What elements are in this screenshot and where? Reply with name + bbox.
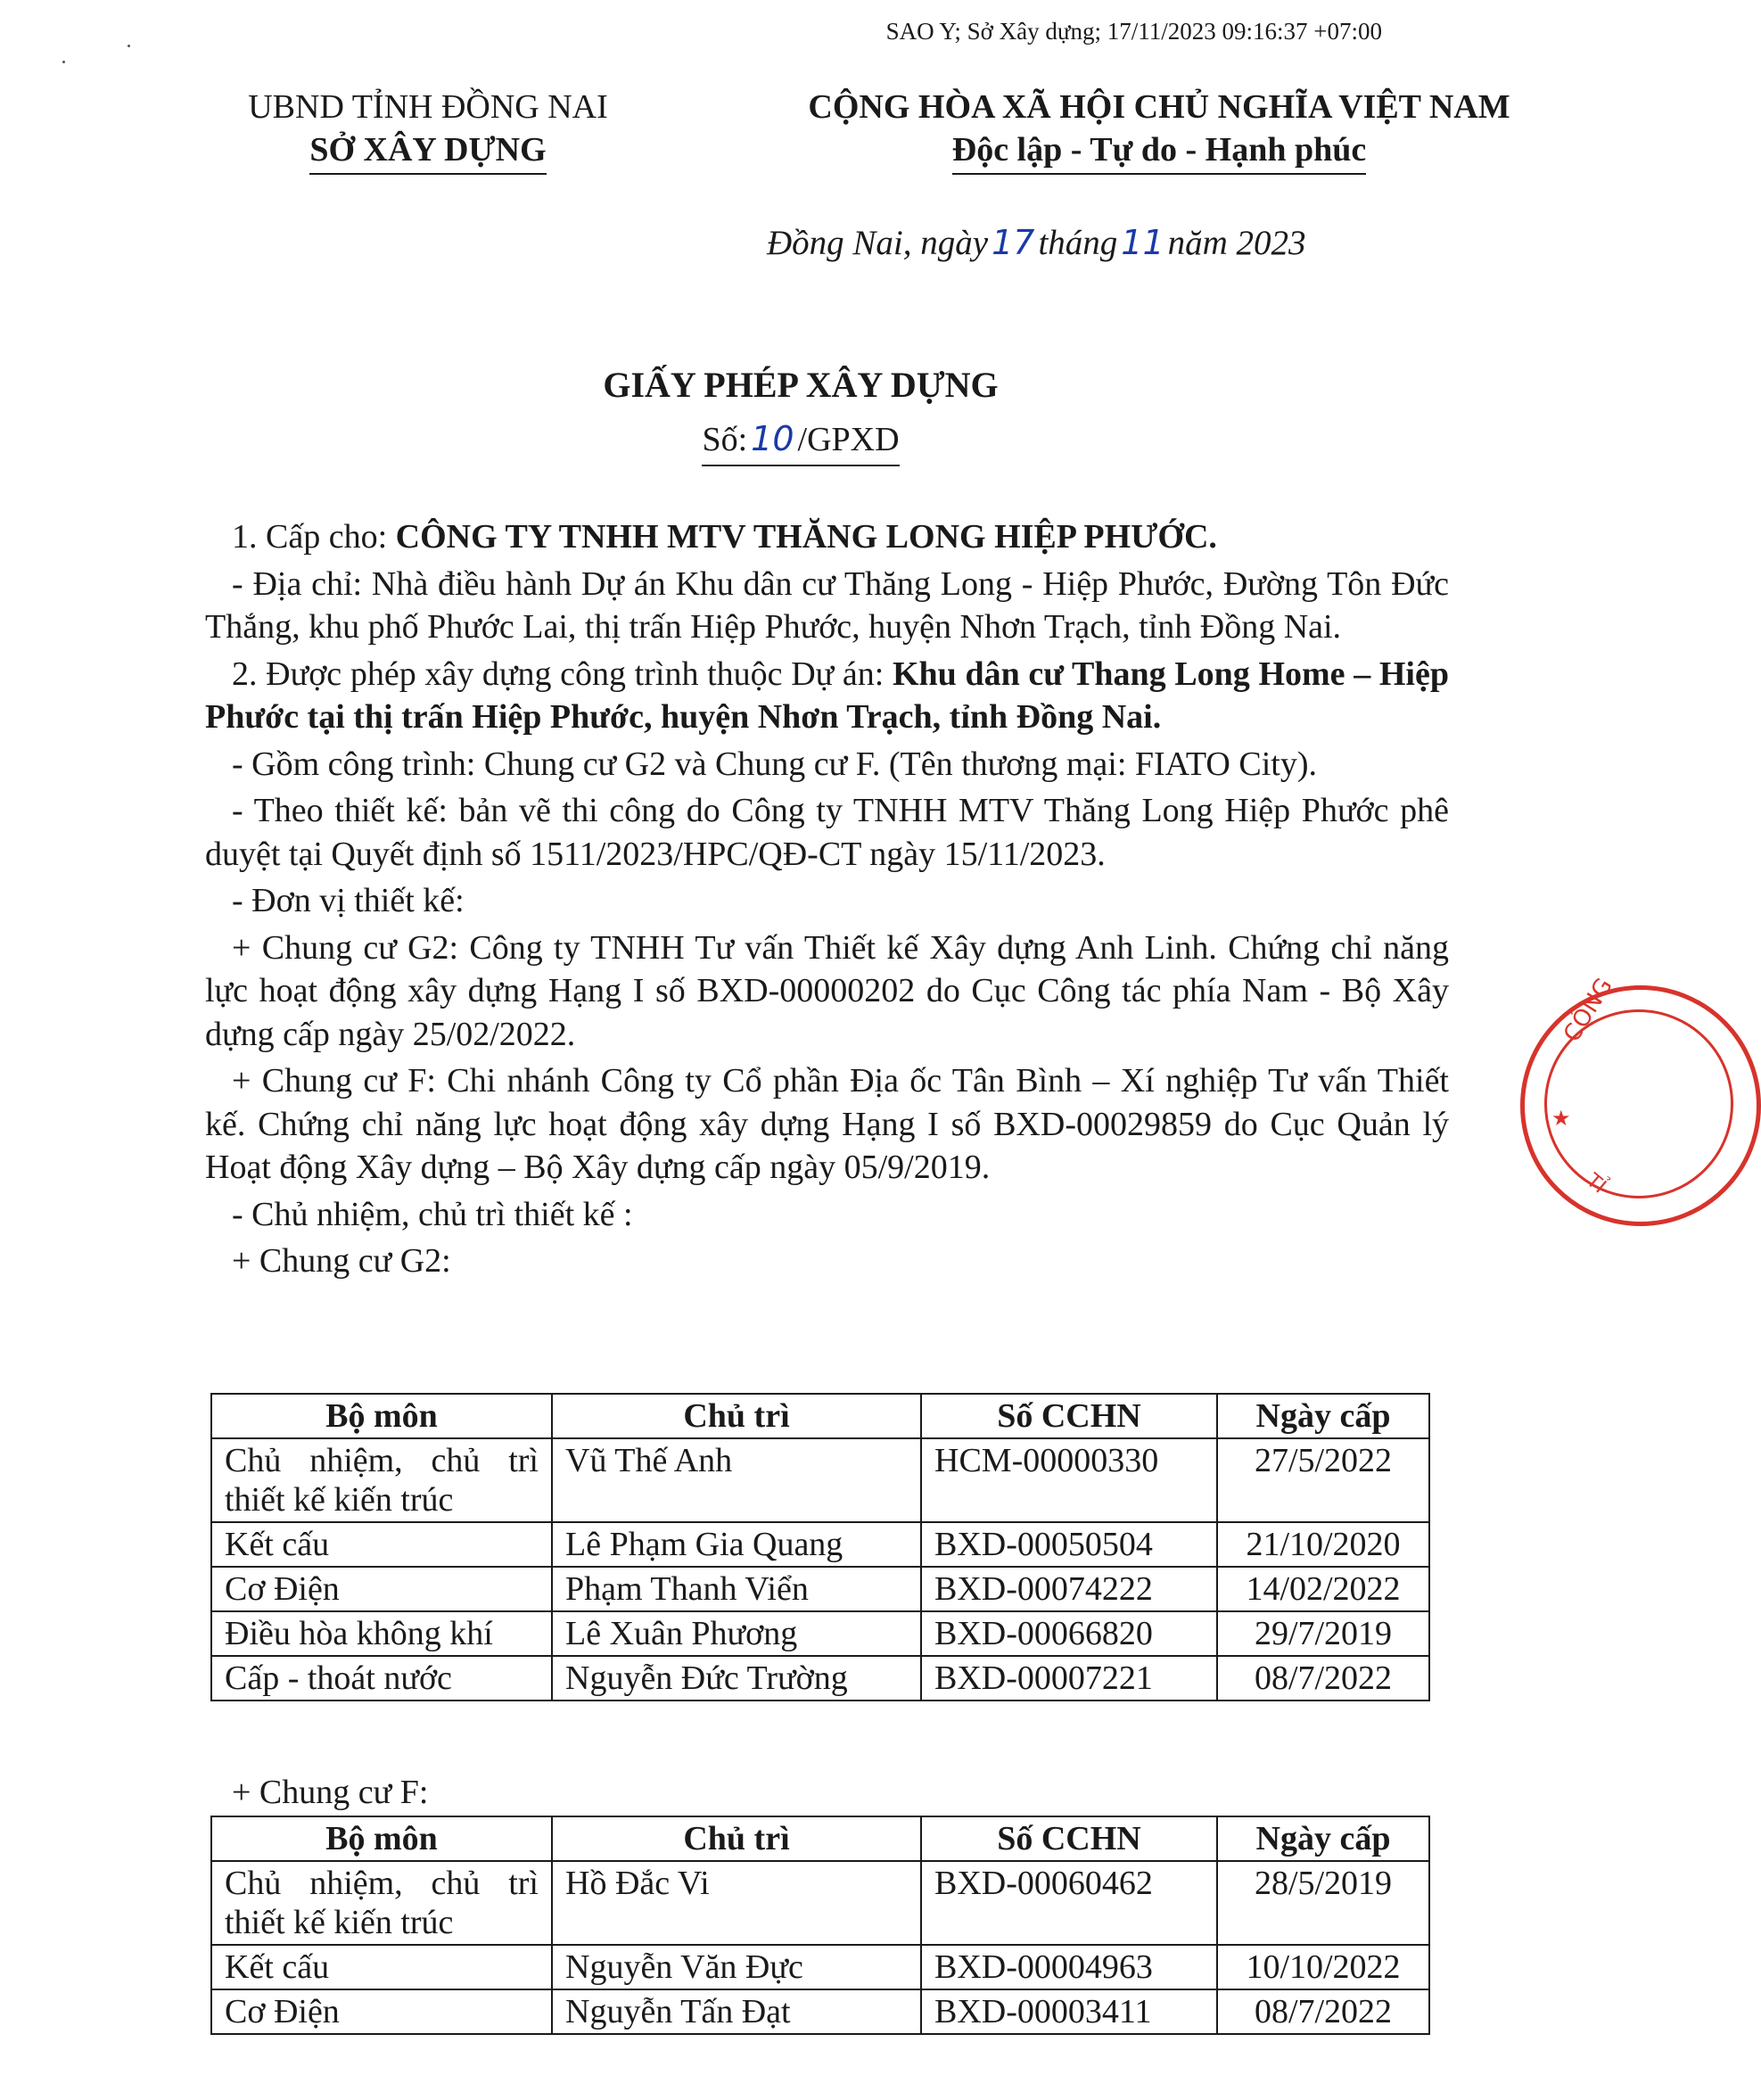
cell-discipline: Cơ Điện [211,1567,552,1611]
table-row [211,1989,1429,2034]
national-title: CỘNG HÒA XÃ HỘI CHỦ NGHĨA VIỆT NAM [808,88,1510,126]
g2-table-caption: + Chung cư G2: [232,1242,451,1280]
cell-issue-date: 27/5/2022 [1217,1438,1429,1522]
grantee-paragraph [205,515,1449,559]
seal-text-top: CỘNG [1559,973,1618,1047]
project-name: Khu dân cư Thang Long Home – Hiệp Phước tại thị trấn Hiệp Phước, huyện Nhơn Trạch, tỉnh Đồng Nai. [205,655,1449,736]
cell-lead: Nguyễn Tấn Đạt [552,1989,921,2034]
designer-g2-paragraph: + Chung cư G2: Công ty TNHH Tư vấn Thiết kế Xây dựng Anh Linh. Chứng chỉ năng lực hoạt động xây dựng Hạng I số BXD-00000202 do Cục Công tác phía Nam - Bộ Xây dựng cấp ngày 25/02/2022. [205,928,1449,1053]
scan-speck [62,61,65,63]
grantee-company: CÔNG TY TNHH MTV THĂNG LONG HIỆP PHƯỚC. [395,518,1217,556]
digital-copy-stamp: SAO Y; Sở Xây dựng; 17/11/2023 09:16:37 +07:00 [885,18,1382,45]
permit-number [0,419,1601,466]
document-body [205,515,1449,1287]
table-row [211,1522,1429,1567]
table-row [211,1656,1429,1701]
cell-issue-date: 08/7/2022 [1217,1989,1429,2034]
cell-discipline: Chủ nhiệm, chủ trì thiết kế kiến trúc [211,1438,552,1522]
col-header-discipline: Bộ môn [211,1394,552,1438]
issuer-header [205,86,651,175]
table-header-row [211,1394,1429,1438]
table-row [211,1611,1429,1656]
date-prefix: Đồng Nai, ngày [767,224,989,262]
grantee-label: 1. Cấp cho: [232,518,396,556]
col-header-issue-date: Ngày cấp [1217,1394,1429,1438]
year-label: năm 2023 [1167,224,1306,262]
col-header-lead: Chủ trì [552,1394,921,1438]
cell-lead: Nguyễn Văn Đực [552,1945,921,1989]
red-seal-stamp [1520,973,1761,1226]
project-paragraph [205,653,1449,739]
handwritten-number: 10 [751,419,794,458]
number-suffix: /GPXD [797,421,900,458]
table-row [211,1567,1429,1611]
cell-discipline: Điều hòa không khí [211,1611,552,1656]
cell-discipline: Kết cấu [211,1945,552,1989]
col-header-cert-no: Số CCHN [921,1816,1217,1861]
f-table-caption: + Chung cư F: [232,1774,429,1811]
cell-issue-date: 10/10/2022 [1217,1945,1429,1989]
cell-cert-no: BXD-00060462 [921,1861,1217,1945]
cell-lead: Lê Xuân Phương [552,1611,921,1656]
cell-discipline: Kết cấu [211,1522,552,1567]
cell-discipline: Chủ nhiệm, chủ trì thiết kế kiến trúc [211,1861,552,1945]
document-title: GIẤY PHÉP XÂY DỰNG [603,365,999,405]
table-row [211,1945,1429,1989]
number-prefix: Số: [702,421,748,458]
place-date [767,223,1306,263]
works-paragraph: - Gồm công trình: Chung cư G2 và Chung cư F. (Tên thương mại: FIATO City). [232,745,1317,783]
cell-lead: Nguyễn Đức Trường [552,1656,921,1701]
design-leads-label: - Chủ nhiệm, chủ trì thiết kế : [232,1195,633,1233]
handwritten-month: 11 [1121,223,1164,262]
seal-text-bottom: TỈ [1582,1169,1610,1198]
table-header-row [211,1816,1429,1861]
cell-discipline: Cơ Điện [211,1989,552,2034]
design-basis-paragraph: - Theo thiết kế: bản vẽ thi công do Công ty TNHH MTV Thăng Long Hiệp Phước phê duyệt tại Quyết định số 1511/2023/HPC/QĐ-CT ngày 15/11/2023. [205,792,1449,873]
month-label: tháng [1038,224,1118,262]
design-leads-table-f [210,1816,1430,2035]
cell-issue-date: 28/5/2019 [1217,1861,1429,1945]
designer-f-paragraph: + Chung cư F: Chi nhánh Công ty Cổ phần Địa ốc Tân Bình – Xí nghiệp Tư vấn Thiết kế. Chứng chỉ năng lực hoạt động xây dựng Hạng I số BXD-00029859 do Cục Quản lý Hoạt động Xây dựng – Bộ Xây dựng cấp ngày 05/9/2019. [205,1062,1449,1186]
cell-issue-date: 21/10/2020 [1217,1522,1429,1567]
cell-lead: Phạm Thanh Viển [552,1567,921,1611]
cell-discipline: Cấp - thoát nước [211,1656,552,1701]
col-header-cert-no: Số CCHN [921,1394,1217,1438]
design-leads-table-g2 [210,1393,1430,1701]
issuer-department: SỞ XÂY DỰNG [309,128,546,175]
cell-cert-no: BXD-00007221 [921,1656,1217,1701]
cell-issue-date: 29/7/2019 [1217,1611,1429,1656]
issuer-province: UBND TỈNH ĐỒNG NAI [248,88,608,126]
col-header-lead: Chủ trì [552,1816,921,1861]
cell-cert-no: BXD-00004963 [921,1945,1217,1989]
col-header-discipline: Bộ môn [211,1816,552,1861]
national-header [678,86,1641,175]
cell-cert-no: BXD-00074222 [921,1567,1217,1611]
national-motto: Độc lập - Tự do - Hạnh phúc [952,128,1367,175]
scan-speck [128,45,130,47]
address-paragraph: - Địa chỉ: Nhà điều hành Dự án Khu dân cư Thăng Long - Hiệp Phước, Đường Tôn Đức Thắng, khu phố Phước Lai, thị trấn Hiệp Phước, huyện Nhơn Trạch, tỉnh Đồng Nai. [205,564,1449,646]
table-row [211,1438,1429,1522]
cell-lead: Hồ Đắc Vi [552,1861,921,1945]
cell-lead: Lê Phạm Gia Quang [552,1522,921,1567]
cell-issue-date: 14/02/2022 [1217,1567,1429,1611]
table-row [211,1861,1429,1945]
handwritten-day: 17 [992,223,1035,262]
cell-lead: Vũ Thế Anh [552,1438,921,1522]
seal-star-icon: ★ [1551,1108,1571,1131]
designer-label: - Đơn vị thiết kế: [232,882,465,919]
project-label: 2. Được phép xây dựng công trình thuộc Dự án: [232,655,893,693]
col-header-issue-date: Ngày cấp [1217,1816,1429,1861]
cell-cert-no: HCM-00000330 [921,1438,1217,1522]
cell-cert-no: BXD-00050504 [921,1522,1217,1567]
cell-issue-date: 08/7/2022 [1217,1656,1429,1701]
cell-cert-no: BXD-00003411 [921,1989,1217,2034]
cell-cert-no: BXD-00066820 [921,1611,1217,1656]
